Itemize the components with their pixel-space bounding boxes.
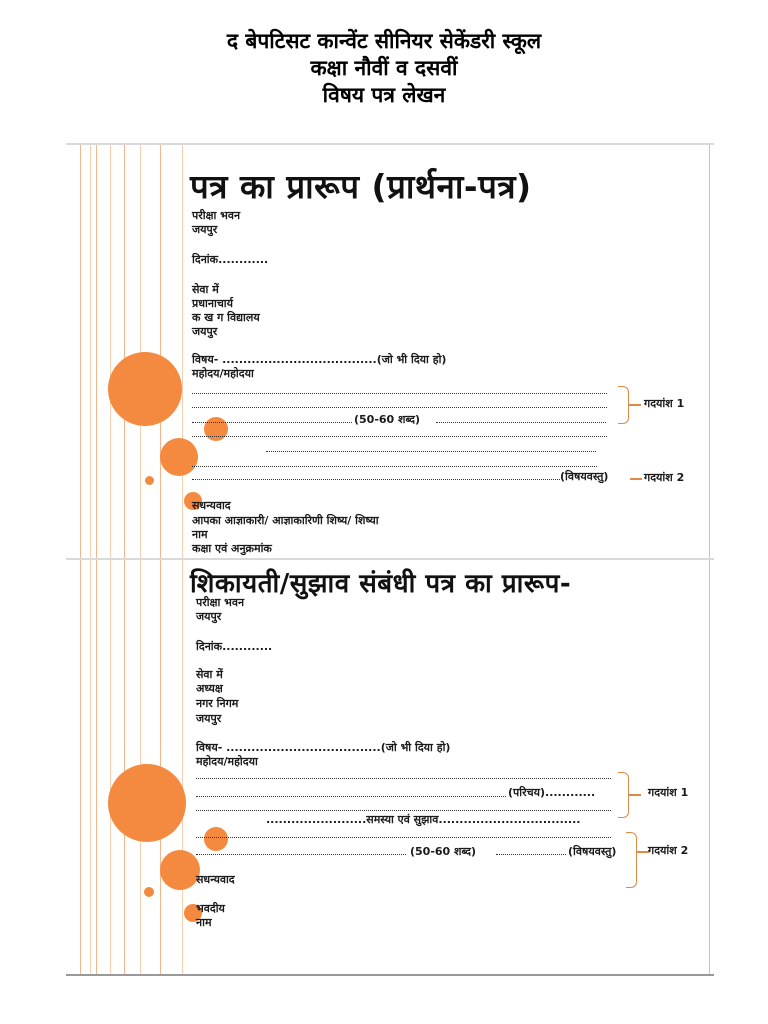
recipient-line: नगर निगम (196, 697, 239, 710)
dotted-line (196, 796, 506, 798)
document-header (0, 28, 768, 109)
bracket (618, 772, 629, 818)
class-name: कक्षा नौवीं व दसवीं (310, 56, 458, 80)
dotted-line (196, 778, 611, 780)
decor-circle (144, 887, 154, 897)
recipient-line: जयपुर (196, 712, 222, 725)
bracket (618, 386, 629, 424)
sender-name: नाम (196, 916, 212, 929)
dotted-line (192, 436, 607, 438)
recipient-line: अध्यक्ष (196, 682, 223, 695)
closing-thanks: सधन्यवाद (192, 499, 231, 512)
bracket-tick (630, 478, 642, 480)
slide-title: शिकायती/सुझाव संबंधी पत्र का प्रारूप- (190, 569, 572, 599)
school-name: द बेपटिसट कान्वेंट सीनियर सेकेंडरी स्कूल (226, 29, 542, 53)
decor-stripe (90, 560, 91, 974)
dotted-line (196, 837, 611, 839)
salutation: महोदय/महोदया (196, 755, 258, 768)
decor-circle (160, 438, 198, 476)
decor-stripe (709, 145, 710, 559)
date-line: दिनांक............ (192, 253, 269, 266)
recipient-line: क ख ग विद्यालय (192, 311, 260, 324)
slide-application-letter (66, 143, 714, 559)
word-count-note: (50-60 शब्द) (410, 845, 477, 858)
sender-name: नाम (192, 528, 208, 541)
salutation: महोदय/महोदया (192, 367, 254, 380)
dotted-line (192, 422, 352, 424)
decor-stripe (182, 560, 183, 974)
slide-complaint-letter (66, 558, 714, 976)
decor-stripe (110, 560, 111, 974)
dotted-line (192, 407, 607, 409)
decor-stripe (80, 145, 81, 559)
dotted-line (192, 479, 560, 481)
date-line: दिनांक............ (196, 640, 273, 653)
bracket-tick (629, 404, 641, 406)
decor-circle (108, 764, 186, 842)
decor-stripe (96, 560, 97, 974)
decor-circle (204, 827, 228, 851)
recipient-line: प्रधानाचार्य (192, 297, 234, 310)
recipient-line: सेवा में (196, 668, 223, 681)
subject-line: विषय- .....................................(जो भी दिया हो) (192, 353, 447, 366)
decor-circle (145, 476, 154, 485)
topic-name: विषय पत्र लेखन (322, 83, 446, 107)
bracket (626, 832, 637, 888)
address-line: जयपुर (192, 223, 218, 236)
slide-title: पत्र का प्रारूप (प्रार्थना-पत्र) (190, 167, 532, 206)
decor-circle (108, 352, 182, 426)
address-line: परीक्षा भवन (192, 209, 241, 222)
dotted-line (192, 466, 597, 468)
paragraph-label: गदयांश 2 (644, 471, 685, 484)
word-count-note: (50-60 शब्द) (354, 413, 421, 426)
closing-thanks: सधन्यवाद (196, 873, 235, 886)
paragraph-label: गदयांश 1 (644, 397, 685, 410)
intro-note: (परिचय)............ (508, 786, 596, 799)
decor-stripe (90, 145, 91, 559)
dotted-line (192, 393, 607, 395)
class-roll: कक्षा एवं अनुक्रमांक (192, 542, 272, 555)
decor-stripe (709, 560, 710, 974)
decor-stripe (96, 145, 97, 559)
dotted-line (196, 854, 406, 856)
closing-signoff: भवदीय (196, 902, 225, 915)
bracket-tick (629, 794, 641, 796)
address-line: परीक्षा भवन (196, 596, 245, 609)
closing-signoff: आपका आज्ञाकारी/ आज्ञाकारिणी शिष्य/ शिष्या (192, 514, 379, 527)
address-line: जयपुर (196, 610, 222, 623)
recipient-line: जयपुर (192, 325, 218, 338)
paragraph-label: गदयांश 2 (648, 844, 689, 857)
decor-stripe (160, 145, 161, 559)
decor-stripe (182, 145, 183, 559)
decor-stripe (124, 145, 125, 559)
topic-note: (विषयवस्तु) (560, 470, 609, 483)
topic-note: (विषयवस्तु) (568, 845, 617, 858)
recipient-line: सेवा में (192, 283, 219, 296)
dotted-line (436, 422, 606, 424)
subject-line: विषय- .....................................(जो भी दिया हो) (196, 741, 451, 754)
dotted-line (496, 854, 566, 856)
dotted-line (196, 810, 611, 812)
paragraph-label: गदयांश 1 (648, 786, 689, 799)
decor-stripe (80, 560, 81, 974)
problem-note: ........................समस्या एवं सुझाव.................................. (266, 813, 581, 826)
decor-stripe (124, 560, 125, 974)
dotted-line (266, 451, 596, 453)
decor-circle (160, 850, 200, 890)
decor-stripe (110, 145, 111, 559)
